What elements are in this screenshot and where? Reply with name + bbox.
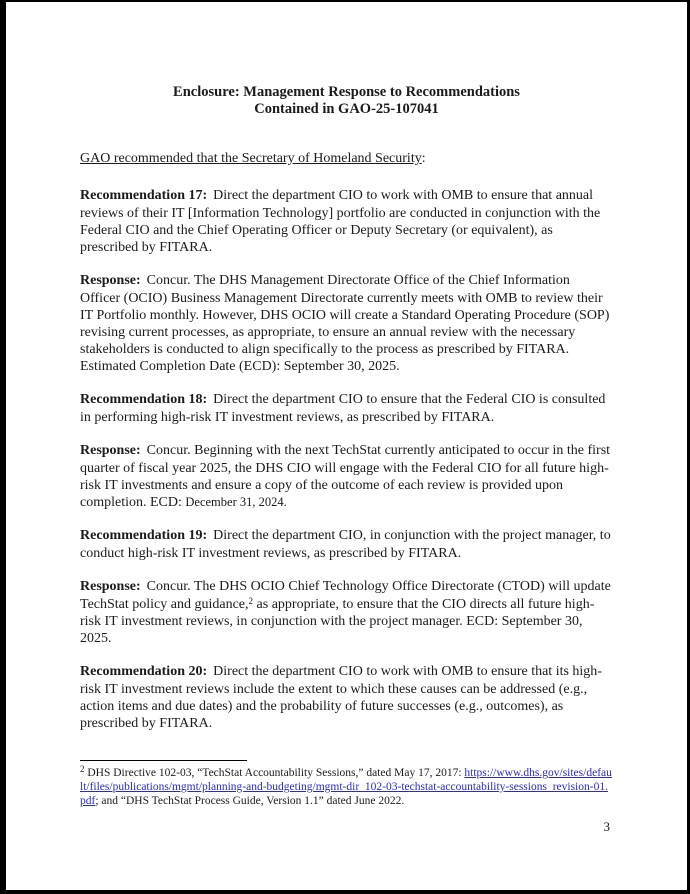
response-19-text-after-footnote: as appropriate, to ensure that the CIO directs all future high-risk IT investment reviews, in conjunction with the project manager. ECD: September 30, 2025.	[80, 597, 595, 646]
footnote-2-text-before-link: DHS Directive 102-03, “TechStat Accountability Sessions,” dated May 17, 2017:	[84, 767, 465, 779]
footnote-section	[80, 760, 612, 808]
response-19-paragraph	[80, 578, 613, 647]
footnote-2	[80, 766, 612, 808]
recommendation-20-label: Recommendation 20:	[80, 664, 208, 679]
recommendation-19-text: Direct the department CIO, in conjunction with the project manager, to conduct high-risk IT investment reviews, as prescribed by FITARA.	[80, 528, 611, 561]
intro-heading	[80, 150, 613, 167]
footnote-2-marker: 2	[80, 764, 85, 774]
footnote-2-hyperlink[interactable]: https://www.dhs.gov/sites/default/files/publications/mgmt/planning-and-budgeting/mgmt-dir_102-03-techstat-accountability-sessions_revision-01.pdf	[80, 767, 612, 807]
response-19-text-before-footnote: Concur. The DHS OCIO Chief Technology Office Directorate (CTOD) will update TechStat policy and guidance,	[80, 579, 611, 612]
recommendation-18-text: Direct the department CIO to ensure that the Federal CIO is consulted in performing high-risk IT investment reviews, as prescribed by FITARA.	[80, 392, 606, 425]
page-title-line1: Enclosure: Management Response to Recommendations	[173, 84, 520, 100]
recommendation-20-text: Direct the department CIO to work with OMB to ensure that its high-risk IT investment reviews include the extent to which these causes can be addressed (e.g., action items and due dates) and the probability of future successes (e.g., outcomes), as prescribed by FITARA.	[80, 664, 602, 731]
recommendation-17-label: Recommendation 17:	[80, 188, 208, 203]
recommendation-17-paragraph	[80, 187, 613, 256]
intro-underlined-text: GAO recommended that the Secretary of Homeland Security	[80, 151, 422, 166]
response-18-text: Concur. Beginning with the next TechStat currently anticipated to occur in the first quarter of fiscal year 2025, the DHS CIO will engage with the Federal CIO for all future high-risk IT investments and ensure a copy of the outcome of each review is provided upon completion. ECD:	[80, 443, 611, 510]
response-17-label: Response:	[80, 273, 141, 288]
response-17-paragraph	[80, 272, 613, 375]
footnote-separator-rule	[80, 760, 247, 761]
recommendation-18-label: Recommendation 18:	[80, 392, 208, 407]
recommendation-19-label: Recommendation 19:	[80, 528, 208, 543]
response-18-paragraph	[80, 442, 613, 511]
page-number: 3	[603, 819, 610, 834]
response-17-text: Concur. The DHS Management Directorate Office of the Chief Information Officer (OCIO) Business Management Directorate currently meets with OMB to review their IT Portfolio monthly. However, DHS OCIO will create a Standard Operating Procedure (SOP) revising current processes, as appropriate, to ensure an annual review with the necessary stakeholders is conducted to align specifically to the process as prescribed by FITARA. Estimated Completion Date (ECD): September 30, 2025.	[80, 273, 610, 374]
page-title-line2: Contained in GAO-25-107041	[254, 101, 439, 117]
intro-colon: :	[421, 151, 426, 166]
footnote-2-text-after-link: ; and “DHS TechStat Process Guide, Version 1.1” dated June 2022.	[95, 795, 405, 807]
response-19-label: Response:	[80, 579, 141, 594]
recommendation-18-paragraph	[80, 391, 613, 426]
document-content	[6, 2, 687, 748]
response-18-label: Response:	[80, 443, 141, 458]
page-title	[80, 84, 613, 118]
recommendation-17-text: Direct the department CIO to work with OMB to ensure that annual reviews of their IT [Information Technology] portfolio are conducted in conjunction with the Federal CIO and the Chief Operating Officer or Deputy Secretary (or equivalent), as prescribed by FITARA.	[80, 188, 601, 255]
response-18-ecd-date: December 31, 2024.	[185, 495, 287, 509]
recommendation-20-paragraph	[80, 663, 613, 732]
recommendation-19-paragraph	[80, 527, 613, 562]
footnote-reference-2: 2	[248, 596, 254, 606]
